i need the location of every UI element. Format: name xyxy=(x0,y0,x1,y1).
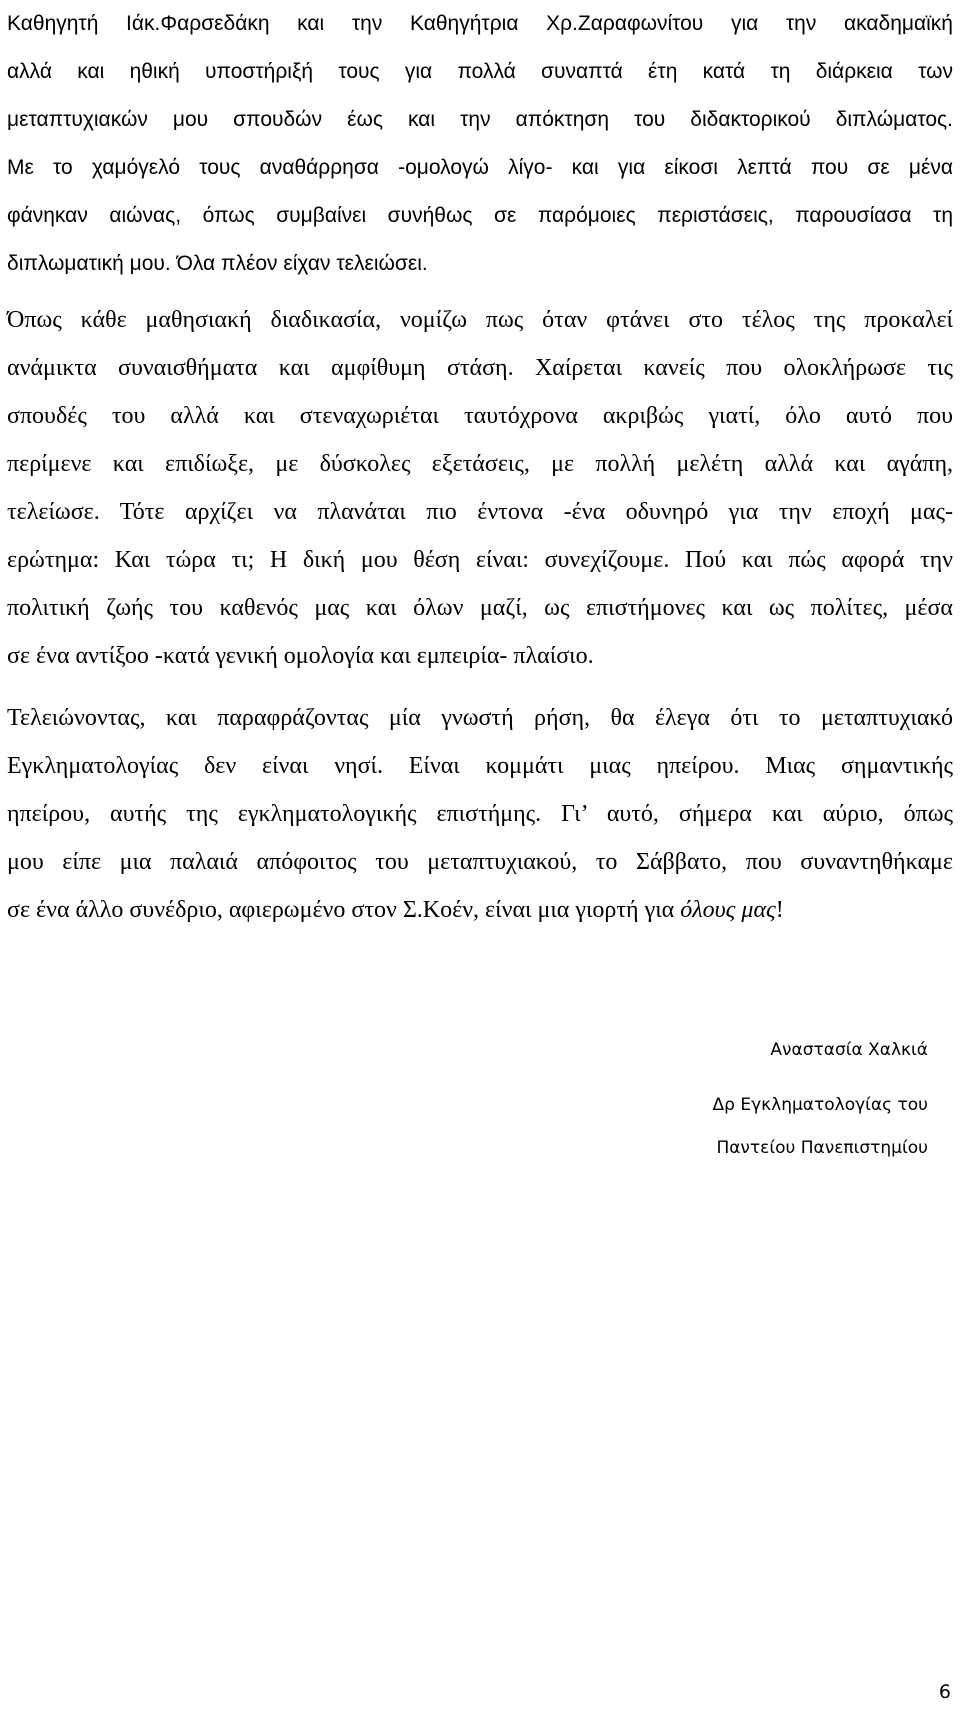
text-line: αλλά και ηθική υποστήριξή τους για πολλά συναπτά έτη κατά τη διάρκεια των xyxy=(7,60,953,83)
text-segment: ! xyxy=(775,897,784,923)
paragraph-conclusion xyxy=(7,694,953,934)
text-line: σπουδές του αλλά και στεναχωριέται ταυτόχρονα ακριβώς γιατί, όλο αυτό που xyxy=(7,403,953,429)
page-number: 6 xyxy=(938,1681,951,1703)
text-line: ανάμικτα συναισθήματα και αμφίθυμη στάση. Χαίρεται κανείς που ολοκλήρωσε τις xyxy=(7,355,953,381)
text-line: φάνηκαν αιώνας, όπως συμβαίνει συνήθως σε παρόμοιες περιστάσεις, παρουσίασα τη xyxy=(7,204,953,227)
text-line: πολιτική ζωής του καθενός μας και όλων μαζί, ως επιστήμονες και ως πολίτες, μέσα xyxy=(7,595,953,621)
paragraph-learning-process xyxy=(7,296,953,680)
text-line: Με το χαμόγελό τους αναθάρρησα -ομολογώ λίγο- και για είκοσι λεπτά που σε μένα xyxy=(7,156,953,179)
text-line: Τελειώνοντας, και παραφράζοντας μία γνωστή ρήση, θα έλεγα ότι το μεταπτυχιακό xyxy=(7,705,953,731)
text-line: μεταπτυχιακών μου σπουδών έως και την απόκτηση του διδακτορικού διπλώματος. xyxy=(7,108,953,131)
text-line: μου είπε μια παλαιά απόφοιτος του μεταπτυχιακού, το Σάββατο, που συναντηθήκαμε xyxy=(7,849,953,875)
text-line: σε ένα αντίξοο -κατά γενική ομολογία και εμπειρία- πλαίσιο. xyxy=(7,643,594,669)
text-line: Όπως κάθε μαθησιακή διαδικασία, νομίζω πως όταν φτάνει στο τέλος της προκαλεί xyxy=(7,307,953,333)
text-line: διπλωματική μου. Όλα πλέον είχαν τελειώσει. xyxy=(7,252,428,275)
signature-institution: Παντείου Πανεπιστημίου xyxy=(716,1138,928,1158)
text-line: τελείωσε. Τότε αρχίζει να πλανάται πιο έντονα -ένα οδυνηρό για την εποχή μας- xyxy=(7,499,953,525)
paragraph-acknowledgement xyxy=(7,0,953,288)
text-segment: σε ένα άλλο συνέδριο, αφιερωμένο στον Σ.Κοέν, είναι μια γιορτή για xyxy=(7,897,681,923)
signature-name: Αναστασία Χαλκιά xyxy=(770,1040,928,1060)
emphasis-text: όλους μας xyxy=(680,897,776,923)
text-line: περίμενε και επιδίωξε, με δύσκολες εξετάσεις, με πολλή μελέτη αλλά και αγάπη, xyxy=(7,451,953,477)
signature-title: Δρ Εγκληματολογίας του xyxy=(712,1095,928,1115)
text-line: ερώτημα: Και τώρα τι; Η δική μου θέση είναι: συνεχίζουμε. Πού και πώς αφορά την xyxy=(7,547,953,573)
text-line-final xyxy=(7,886,953,934)
text-line: ηπείρου, αυτής της εγκληματολογικής επιστήμης. Γι’ αυτό, σήμερα και αύριο, όπως xyxy=(7,801,953,827)
text-line: Καθηγητή Ιάκ.Φαρσεδάκη και την Καθηγήτρια Χρ.Ζαραφωνίτου για την ακαδημαϊκή xyxy=(7,12,953,35)
text-line: Εγκληματολογίας δεν είναι νησί. Είναι κομμάτι μιας ηπείρου. Μιας σημαντικής xyxy=(7,753,953,779)
